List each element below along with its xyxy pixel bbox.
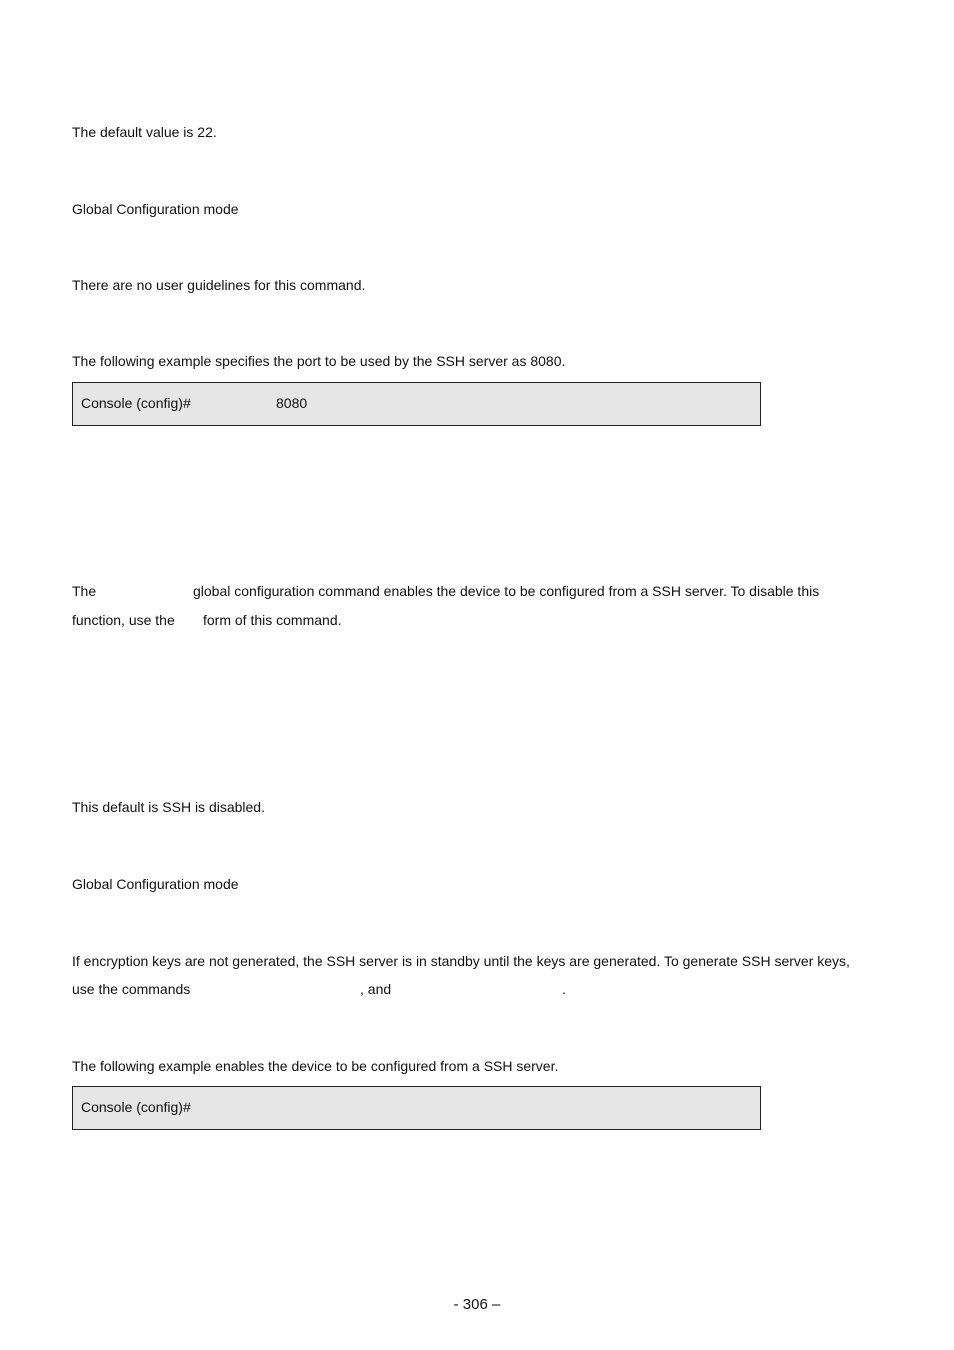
code-example-box <box>72 382 761 426</box>
command-description-line2-start: function, use the <box>72 612 175 628</box>
user-guideline-line2-end: . <box>562 981 566 997</box>
default-value-text: The default value is 22. <box>72 124 217 140</box>
command-mode-text: Global Configuration mode <box>72 201 239 217</box>
command-description-rest: global configuration command enables the device to be configured from a SSH server. To disable this <box>193 583 820 599</box>
default-setting-text: This default is SSH is disabled. <box>72 799 265 815</box>
port-value: 8080 <box>276 395 308 411</box>
example-description-text: The following example specifies the port to be used by the SSH server as 8080. <box>72 353 566 369</box>
console-prompt: Console (config)# <box>81 395 191 411</box>
user-guideline-line2-start: use the commands <box>72 981 191 997</box>
example-description-text-2: The following example enables the device to be configured from a SSH server. <box>72 1058 559 1074</box>
console-prompt-2: Console (config)# <box>81 1099 191 1115</box>
page-number: - 306 – <box>453 1296 501 1313</box>
command-description-line2-rest: form of this command. <box>203 612 342 628</box>
user-guidelines-text: There are no user guidelines for this command. <box>72 277 366 293</box>
code-example-box-2 <box>72 1086 761 1130</box>
command-mode-text-2: Global Configuration mode <box>72 876 239 892</box>
user-guideline-line2-mid: , and <box>360 981 392 997</box>
command-description-start: The <box>72 583 97 599</box>
user-guideline-line1: If encryption keys are not generated, the SSH server is in standby until the keys are generated. To generate SSH server keys, <box>72 953 850 969</box>
